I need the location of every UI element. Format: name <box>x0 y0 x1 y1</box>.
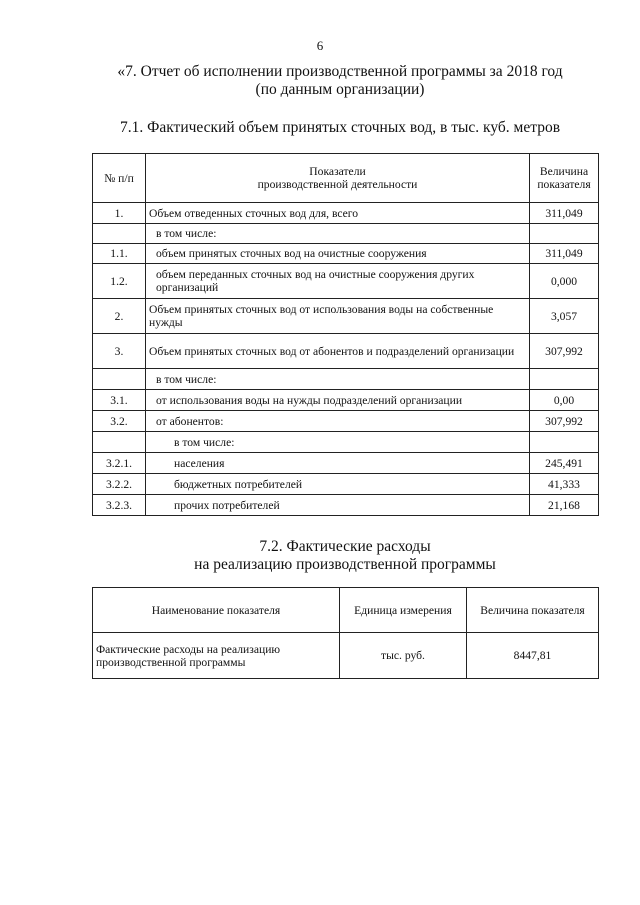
row-value: 41,333 <box>530 474 599 495</box>
subsection2-title <box>0 538 640 574</box>
table-row <box>93 334 599 369</box>
row-label: в том числе: <box>146 369 530 390</box>
row-num: 2. <box>93 299 146 334</box>
table-row <box>93 432 599 453</box>
row-label: от использования воды на нужды подразделений организации <box>146 390 530 411</box>
subsection2-title-line1: 7.2. Фактические расходы <box>259 538 431 555</box>
row-num: 3. <box>93 334 146 369</box>
header-num: № п/п <box>93 154 146 203</box>
header-value: Величина показателя <box>467 588 599 633</box>
row-label: Объем принятых сточных вод от абонентов и подразделений организации <box>146 334 530 369</box>
table-header-row <box>93 154 599 203</box>
row-num: 3.2. <box>93 411 146 432</box>
row-label: населения <box>146 453 530 474</box>
subsection2-title-line2: на реализацию производственной программы <box>194 556 496 573</box>
table-header-row <box>93 588 599 633</box>
row-label: Фактические расходы на реализацию производственной программы <box>93 633 340 679</box>
row-value: 0,00 <box>530 390 599 411</box>
subsection1-title: 7.1. Фактический объем принятых сточных вод, в тыс. куб. метров <box>119 119 561 136</box>
section-title-line1: «7. Отчет об исполнении производственной программы за 2018 год <box>117 63 563 80</box>
row-value <box>530 432 599 453</box>
page-number: 6 <box>316 38 324 53</box>
table-row <box>93 369 599 390</box>
row-value: 0,000 <box>530 264 599 299</box>
row-value: 311,049 <box>530 244 599 264</box>
row-num: 3.1. <box>93 390 146 411</box>
table-row <box>93 203 599 224</box>
row-num <box>93 369 146 390</box>
row-label: в том числе: <box>146 432 530 453</box>
table-row <box>93 244 599 264</box>
row-label: Объем отведенных сточных вод для, всего <box>146 203 530 224</box>
row-value <box>530 369 599 390</box>
table-row <box>93 224 599 244</box>
row-num: 1.2. <box>93 264 146 299</box>
section-title <box>0 63 640 99</box>
row-label: бюджетных потребителей <box>146 474 530 495</box>
row-label: объем принятых сточных вод на очистные сооружения <box>146 244 530 264</box>
header-indicator: Показатели производственной деятельности <box>146 154 530 203</box>
row-value: 311,049 <box>530 203 599 224</box>
row-num <box>93 224 146 244</box>
row-value <box>530 224 599 244</box>
row-label: прочих потребителей <box>146 495 530 516</box>
table-row <box>93 495 599 516</box>
row-value: 307,992 <box>530 334 599 369</box>
header-value: Величина показателя <box>530 154 599 203</box>
table-row <box>93 633 599 679</box>
table-row <box>93 390 599 411</box>
row-num: 3.2.2. <box>93 474 146 495</box>
expenses-table <box>92 587 599 679</box>
row-num: 1. <box>93 203 146 224</box>
header-unit: Единица измерения <box>340 588 467 633</box>
row-num: 3.2.1. <box>93 453 146 474</box>
row-value: 245,491 <box>530 453 599 474</box>
row-value: 8447,81 <box>467 633 599 679</box>
row-value: 21,168 <box>530 495 599 516</box>
table-row <box>93 299 599 334</box>
row-num: 3.2.3. <box>93 495 146 516</box>
row-value: 3,057 <box>530 299 599 334</box>
header-name: Наименование показателя <box>93 588 340 633</box>
row-label: в том числе: <box>146 224 530 244</box>
wastewater-volume-table <box>92 153 599 516</box>
row-label: Объем принятых сточных вод от использования воды на собственные нужды <box>146 299 530 334</box>
row-unit: тыс. руб. <box>340 633 467 679</box>
table-row <box>93 474 599 495</box>
table-row <box>93 453 599 474</box>
section-title-line2: (по данным организации) <box>255 81 425 98</box>
row-value: 307,992 <box>530 411 599 432</box>
table-row <box>93 411 599 432</box>
row-label: объем переданных сточных вод на очистные сооружения других организаций <box>146 264 530 299</box>
table-row <box>93 264 599 299</box>
row-label: от абонентов: <box>146 411 530 432</box>
row-num <box>93 432 146 453</box>
row-num: 1.1. <box>93 244 146 264</box>
